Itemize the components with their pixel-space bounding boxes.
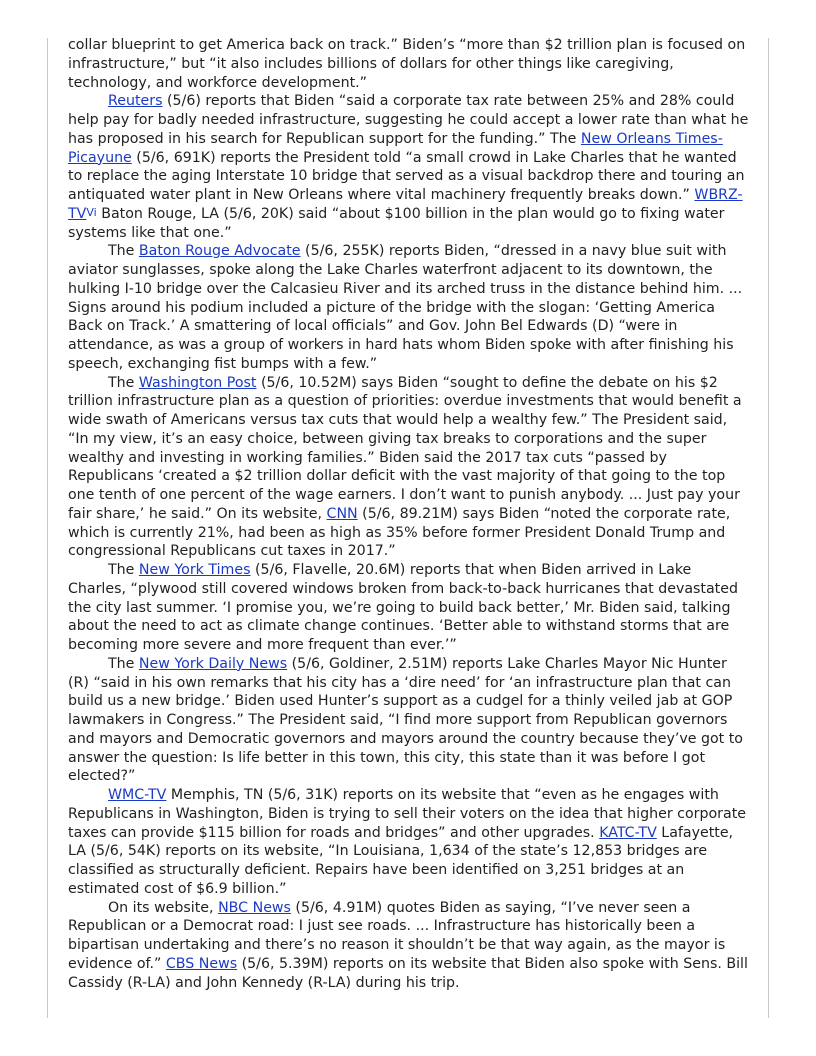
source-link[interactable]: Reuters [108,93,163,110]
source-link[interactable]: NBC News [218,899,291,916]
paragraph-text: On its website, [108,899,219,916]
paragraph-text: The [108,374,139,391]
article-body [68,36,750,992]
paragraph-text: (5/6, 4.91M) quotes Biden as saying, “I’ve never seen a Republican or a Democrat road: I just see roads. ... Infrastructure has historically been a bipartisan undertaking and there’s no reason it shouldn’t be that way again, as the mayor is evidence of.” [68,899,726,972]
source-link[interactable]: New Orleans Times-Picayune [68,130,723,166]
paragraph-text: (5/6, 255K) reports Biden, “dressed in a navy blue suit with aviator sunglasses, spoke along the Lake Charles waterfront adjacent to its downtown, the hulking I-10 bridge over the Calcasieu River and its arched truss in the distance behind him. ... Signs around his podium included a picture of the bridge with the slogan: ‘Getting America Back on Track.’ A smattering of local officials” and Gov. John Bel Edwards (D) “were in attendance, as was a group of workers in hard hats whom Biden spoke with after finishing his speech, exchanging fist bumps with a few.” [68,243,743,372]
paragraph-text: Memphis, TN (5/6, 31K) reports on its website that “even as he engages with Republicans in Washington, Biden is trying to sell their voters on the idea that higher corporate taxes can provide $115 billion for roads and bridges” and other upgrades. [68,787,746,841]
paragraph-text: (5/6, 10.52M) says Biden “sought to define the debate on his $2 trillion infrastructure plan as a question of priorities: overdue investments that would benefit a wide swath of Americans versus tax cuts that would help a wealthy few.” The President said, “In my view, it’s an easy choice, between giving tax breaks to corporations and the super wealthy and investing in working families.” Biden said the 2017 tax cuts “passed by Republicans ‘created a $2 trillion dollar deficit with the vast majority of that going to the top one tenth of one percent of the wage earners. I don’t want to punish anybody. ... Just pay your fair share,’ he said.” On its website, [68,374,742,522]
superscript-note: Vi [86,205,97,219]
source-link[interactable]: KATC-TV [599,824,657,841]
source-link[interactable]: Washington Post [138,374,257,391]
left-margin-rule [47,38,48,1018]
source-link[interactable]: WBRZ-TV [68,187,743,222]
right-margin-rule [768,38,769,1018]
paragraph-text: The [108,243,139,260]
article-paragraph [68,374,750,562]
source-link[interactable]: CBS News [165,955,238,972]
paragraph-text: collar blueprint to get America back on track.” Biden’s “more than $2 trillion plan is focused on infrastructure,” but “it also includes billions of dollars for other things like caregiving, technology, and workforce development.” [68,37,746,91]
article-paragraph [68,655,750,786]
source-link[interactable]: Baton Rouge Advocate [138,243,301,260]
article-paragraph [68,36,750,92]
paragraph-text: The [108,655,139,672]
paragraph-text: The [108,562,139,578]
paragraph-text: (5/6, Goldiner, 2.51M) reports Lake Charles Mayor Nic Hunter (R) “said in his own remarks that his city has a ‘dire need’ for ‘an infrastructure plan that can build us a new bridge.’ Biden used Hunter’s support as a cudgel for a thinly veiled jab at GOP lawmakers in Congress.” The President said, “I find more support from Republican governors and mayors and Democratic governors and mayors around the country because they’ve got to answer the question: Is life better in this town, this city, this state than it was before I got elected?” [68,655,743,785]
paragraph-text: (5/6, 5.39M) reports on its website that Biden also spoke with Sens. Bill Cassidy (R-LA) and John Kennedy (R-LA) during his trip. [68,955,748,991]
paragraph-text: (5/6, 691K) reports the President told “a small crowd in Lake Charles that he wanted to replace the aging Interstate 10 bridge that served as a visual backdrop there and touring an antiquated water plant in New Orleans where vital machinery frequently breaks down.” [68,149,745,203]
source-link[interactable]: New York Daily News [138,655,288,672]
article-paragraph [68,786,750,899]
source-link[interactable]: New York Times [138,562,251,578]
paragraph-text: Baton Rouge, LA (5/6, 20K) said “about $100 billion in the plan would go to fixing water systems like that one.” [68,205,725,241]
article-paragraph [68,242,750,373]
article-paragraph [68,899,750,993]
paragraph-text: (5/6, Flavelle, 20.6M) reports that when Biden arrived in Lake Charles, “plywood still covered windows broken from back-to-back hurricanes that devastated the city last summer. ‘I promise you, we’re going to build back better,’ Mr. Biden said, talking about the need to act as climate change continues. ‘Better able to withstand storms that are becoming more severe and more frequent than ever.’” [68,562,738,653]
article-paragraph [68,92,750,242]
paragraph-text: (5/6, 89.21M) says Biden “noted the corporate rate, which is currently 21%, had been as high as 35% before former President Donald Trump and congressional Republicans cut taxes in 2017.” [68,505,731,560]
paragraph-text: Lafayette, LA (5/6, 54K) reports on its website, “In Louisiana, 1,634 of the state’s 12,853 bridges are classified as structurally deficient. Repairs have been identified on 3,251 bridges at an estimated cost of $6.9 billion.” [68,824,734,897]
article-paragraph [68,561,750,655]
source-link[interactable]: CNN [326,505,358,522]
paragraph-text: (5/6) reports that Biden “said a corporate tax rate between 25% and 28% could help pay for badly needed infrastructure, suggesting he could accept a lower rate than what he has proposed in his search for Republican support for the funding.” The [68,93,749,147]
source-link[interactable]: WMC-TV [108,787,167,803]
